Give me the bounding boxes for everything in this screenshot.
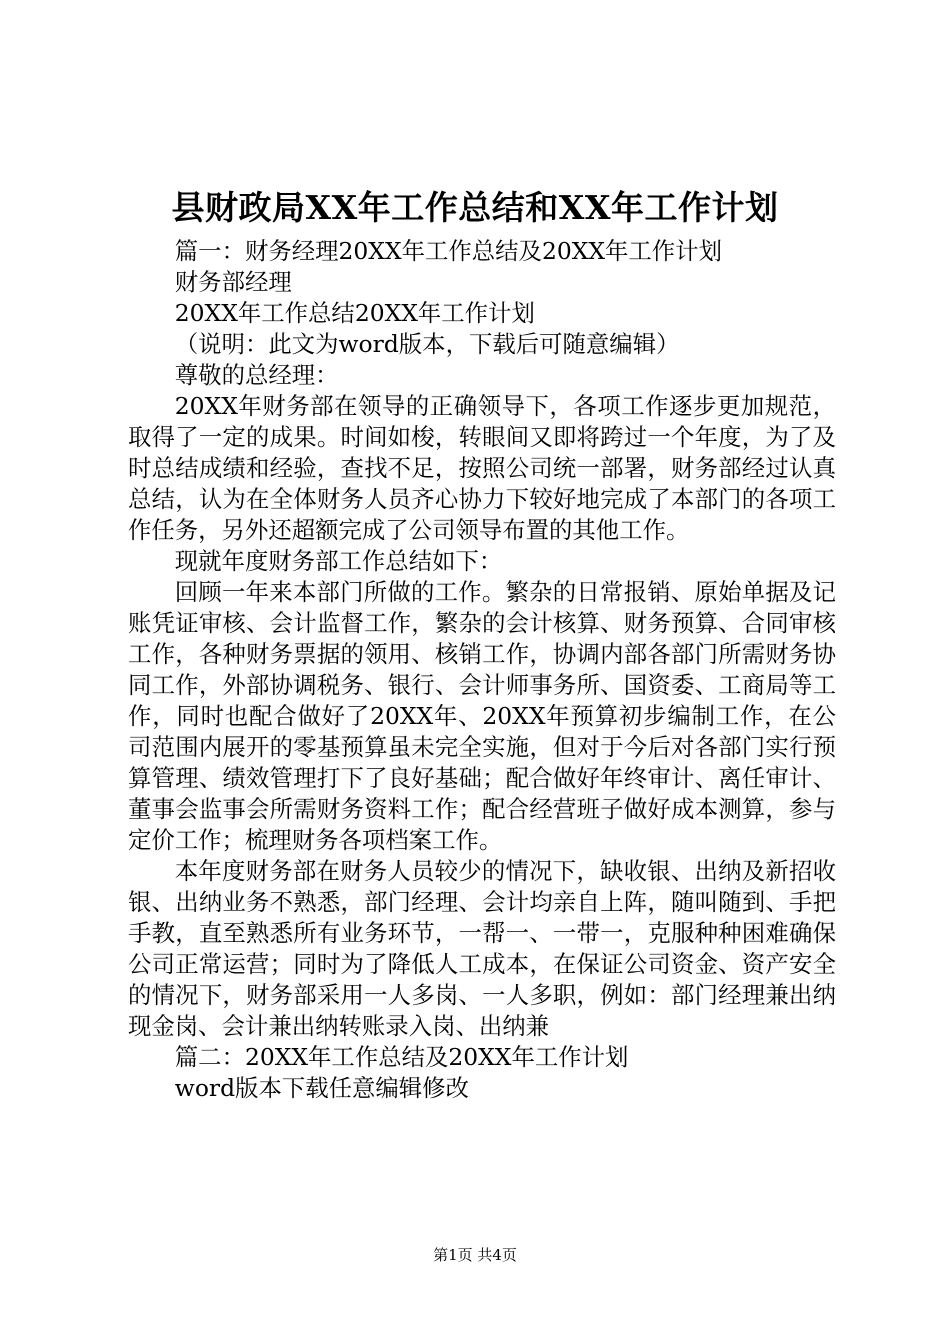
document-body [128, 236, 836, 1104]
section-heading-1: 篇一：财务经理20XX年工作总结及20XX年工作计划 [174, 237, 722, 265]
paragraph: （说明：此文为word版本，下载后可随意编辑） [174, 330, 680, 358]
page-number-footer: 第1页 共4页 [433, 1246, 517, 1264]
paragraph: word版本下载任意编辑修改 [174, 1074, 469, 1102]
section-heading-2: 篇二：20XX年工作总结及20XX年工作计划 [174, 1043, 629, 1071]
paragraph: 回顾一年来本部门所做的工作。繁杂的日常报销、原始单据及记账凭证审核、会计监督工作，繁杂的会计核算、财务预算、合同审核工作，各种财务票据的领用、核销工作，协调内部各部门所需财务协同工作，外部协调税务、银行、会计师事务所、国资委、工商局等工作，同时也配合做好了20XX年、20XX年预算初步编制工作，在公司范围内展开的零基预算虽未完全实施，但对于今后对各部门实行预算管理、绩效管理打下了良好基础；配合做好年终审计、离任审计、董事会监事会所需财务资料工作；配合经营班子做好成本测算，参与定价工作；梳理财务各项档案工作。 [128, 578, 836, 854]
paragraph: 本年度财务部在财务人员较少的情况下，缺收银、出纳及新招收银、出纳业务不熟悉，部门经理、会计均亲自上阵，随叫随到、手把手教，直至熟悉所有业务环节，一帮一、一带一，克服种种困难确保公司正常运营；同时为了降低人工成本，在保证公司资金、资产安全的情况下，财务部采用一人多岗、一人多职，例如：部门经理兼出纳现金岗、会计兼出纳转账录入岗、出纳兼 [128, 857, 836, 1040]
paragraph: 20XX年工作总结20XX年工作计划 [174, 299, 535, 327]
paragraph: 现就年度财务部工作总结如下： [174, 547, 503, 575]
salutation: 尊敬的总经理： [174, 361, 339, 389]
document-title: 县财政局XX年工作总结和XX年工作计划 [171, 188, 779, 227]
paragraph: 财务部经理 [174, 268, 292, 296]
paragraph: 20XX年财务部在领导的正确领导下，各项工作逐步更加规范，取得了一定的成果。时间如梭，转眼间又即将跨过一个年度，为了及时总结成绩和经验，查找不足，按照公司统一部署，财务部经过认真总结，认为在全体财务人员齐心协力下较好地完成了本部门的各项工作任务，另外还超额完成了公司领导布置的其他工作。 [128, 392, 836, 544]
